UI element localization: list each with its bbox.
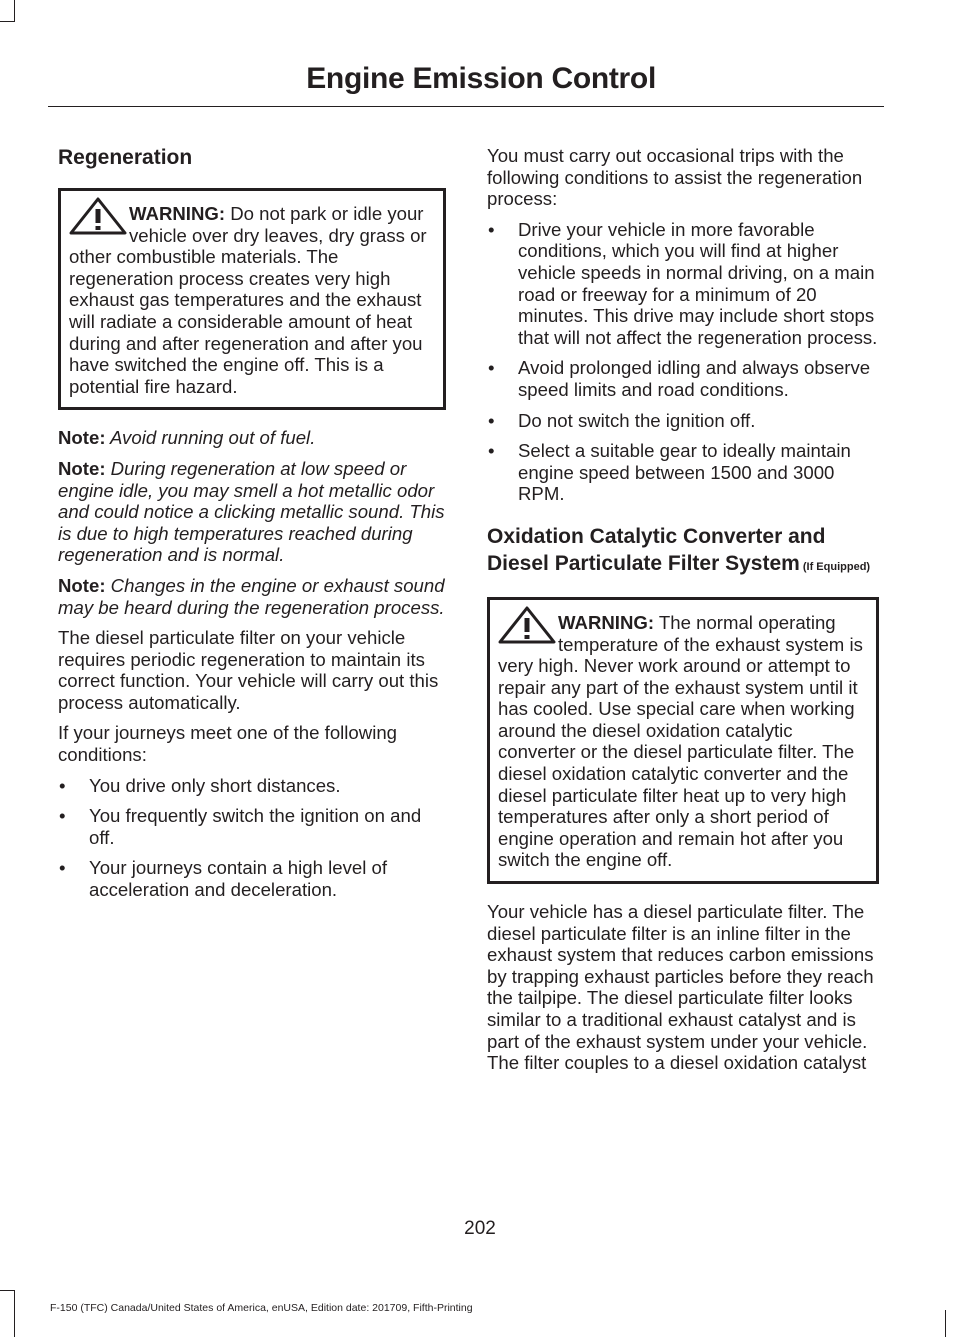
right-column [487, 145, 879, 1083]
note-label: Note: [58, 427, 106, 449]
page-number: 202 [464, 1218, 496, 1239]
page-title: Engine Emission Control [306, 62, 656, 95]
list-item: • You drive only short distances. [58, 775, 446, 797]
paragraph: Your vehicle has a diesel particulate filter. The diesel particulate filter is an inline filter in the exhaust system that reduces carbon emissions by trapping exhaust particles before they reach the tailpipe. The diesel particulate filter looks similar to a traditional exhaust catalyst and is part of the exhaust system under your vehicle. The filter couples to a diesel oxidation catalyst [487, 901, 874, 1074]
warning-text: The normal operating temperature of the exhaust system is very high. Never work around or attempt to repair any part of the exhaust system until it has cooled. Use special care when working around the diesel oxidation catalytic converter or the diesel particulate filter. The diesel oxidation catalytic converter and the diesel particulate filter heat up to very high temperatures after only a short period of engine operation and remain hot after you switch the engine off. [498, 611, 863, 871]
warning-text: Do not park or idle your vehicle over dry leaves, dry grass or other combustible materials. The regeneration process creates very high exhaust gas temperatures and the exhaust will radiate a considerable amount of heat during and after regeneration and after you have switched the engine off. This is a potential fire hazard. [69, 203, 427, 397]
section-heading-regeneration: Regeneration [58, 146, 193, 169]
left-column [58, 145, 446, 911]
header-divider [48, 106, 884, 107]
note-text: Avoid running out of fuel. [105, 427, 316, 449]
warning-box [58, 188, 446, 410]
note [58, 458, 446, 566]
note-text: Changes in the engine or exhaust sound may be heard during the regeneration process. [58, 574, 445, 618]
crop-mark [0, 21, 15, 22]
crop-mark [14, 1290, 15, 1337]
bullet-list [58, 775, 446, 901]
warning-triangle-icon [69, 197, 129, 233]
list-item: • Do not switch the ignition off. [487, 410, 879, 432]
crop-mark [0, 1290, 15, 1291]
crop-mark [14, 0, 15, 22]
list-item: • You frequently switch the ignition on and off. [58, 805, 446, 848]
list-item: • Avoid prolonged idling and always observe speed limits and road conditions. [487, 357, 879, 400]
paragraph: You must carry out occasional trips with the following conditions to assist the regeneration process: [487, 145, 863, 210]
warning-label: WARNING: [558, 611, 655, 633]
section-heading-text: Oxidation Catalytic Converter and Diesel Particulate Filter System [487, 524, 826, 575]
note [58, 427, 446, 449]
note-label: Note: [58, 574, 106, 596]
paragraph: If your journeys meet one of the following conditions: [58, 722, 398, 766]
footer-edition: F-150 (TFC) Canada/United States of America, enUSA, Edition date: 201709, Fifth-Printing [50, 1302, 473, 1314]
warning-triangle-icon [498, 606, 558, 642]
crop-mark [945, 1310, 946, 1337]
list-item: • Drive your vehicle in more favorable conditions, which you will find at higher vehicle speeds in normal driving, on a main road or freeway for a minimum of 20 minutes. This drive may include short stops that will not affect the regeneration process. [487, 219, 879, 349]
warning-label: WARNING: [129, 203, 226, 224]
bullet-list [487, 219, 879, 505]
paragraph: The diesel particulate filter on your vehicle requires periodic regeneration to maintain its correct function. Your vehicle will carry out this process automatically. [58, 627, 439, 713]
note [58, 575, 446, 618]
note-text: During regeneration at low speed or engine idle, you may smell a hot metallic odor and could notice a clicking metallic sound. This is due to high temperatures reached during regeneration and is normal. [58, 457, 445, 566]
list-item: • Select a suitable gear to ideally maintain engine speed between 1500 and 3000 RPM. [487, 440, 879, 505]
section-heading-qualifier: (If Equipped) [799, 560, 871, 573]
list-item: • Your journeys contain a high level of acceleration and deceleration. [58, 857, 446, 900]
note-label: Note: [58, 457, 106, 479]
section-heading-oxidation [487, 523, 879, 581]
warning-box [487, 597, 879, 884]
